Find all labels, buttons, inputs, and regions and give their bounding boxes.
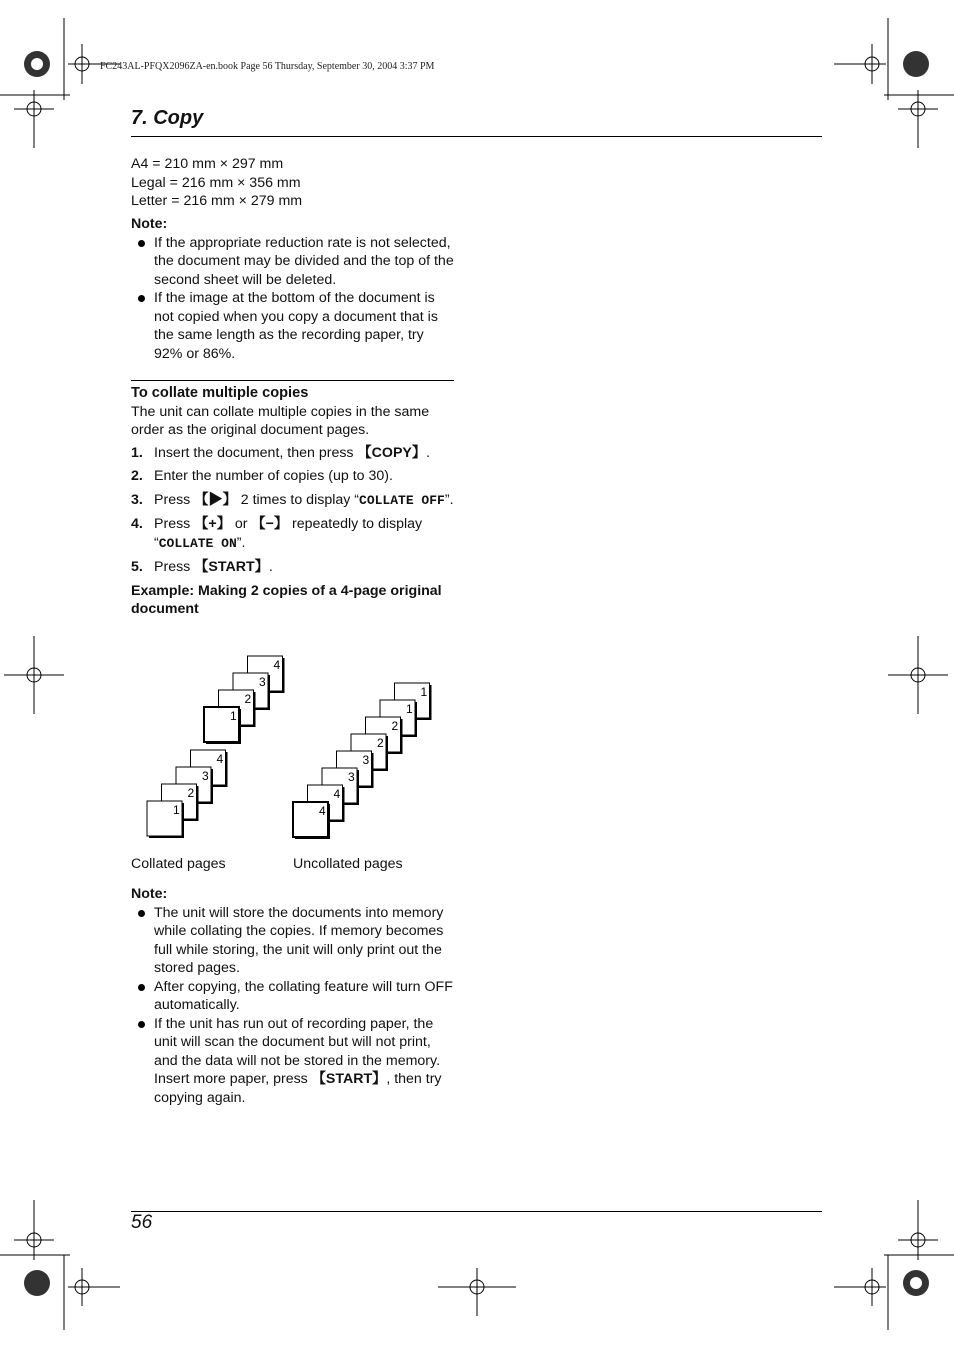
collate-intro: The unit can collate multiple copies in the same order as the original document pages.	[131, 403, 430, 438]
note-block-2	[131, 885, 454, 1107]
collate-section	[131, 384, 454, 619]
note-block-1	[131, 215, 454, 363]
step-item: 2. Enter the number of copies (up to 30).	[131, 468, 393, 484]
page-number-label: 1	[230, 709, 237, 723]
example-heading: Example: Making 2 copies of a 4-page original document	[131, 582, 442, 617]
paper-dimensions	[131, 155, 454, 211]
dimension-letter: Letter = 216 mm × 279 mm	[131, 193, 303, 209]
note-item: The unit will store the documents into memory while collating the copies. If memory becomes full while storing, the unit will only print out the stored pages.	[131, 904, 454, 978]
page-number-label: 4	[333, 787, 341, 801]
note-title: Note:	[131, 886, 168, 902]
bullet-icon	[138, 240, 145, 247]
page-number-label: 2	[391, 719, 399, 733]
display-text: COLLATE OFF	[359, 492, 445, 508]
page-number-label: 4	[273, 658, 281, 672]
bullet-icon	[138, 984, 145, 991]
page-number-label: 1	[406, 702, 413, 716]
page-number-label: 4	[319, 804, 326, 818]
note-title: Note:	[131, 216, 168, 232]
plus-key: 【+】	[194, 516, 231, 532]
start-key: 【START】	[194, 559, 269, 575]
collated-caption: Collated pages	[131, 856, 226, 872]
page-number-label: 3	[202, 769, 209, 783]
step-item: 3. Press 【▶】 2 times to display “COLLATE OFF”.	[131, 491, 454, 508]
footer-divider	[131, 1211, 822, 1212]
step-item: 4. Press 【+】 or 【−】 repeatedly to display “COLLATE ON”.	[131, 516, 423, 551]
starburst-top-right	[903, 51, 929, 77]
bullet-icon	[138, 295, 145, 302]
subsection-heading: To collate multiple copies	[131, 385, 309, 401]
collation-diagram	[131, 648, 454, 848]
step-item: 5. Press 【START】.	[131, 559, 273, 575]
page-number-label: 1	[420, 685, 428, 699]
page-number-label: 3	[259, 675, 266, 689]
bullet-icon	[138, 1021, 145, 1028]
bullet-icon	[138, 910, 145, 917]
page-number: 56	[131, 1212, 153, 1233]
page-number-label: 3	[362, 753, 370, 767]
minus-key: 【−】	[251, 516, 289, 532]
page-sheet	[293, 802, 330, 839]
copy-key: 【COPY】	[357, 444, 427, 461]
start-key: 【START】	[311, 1071, 387, 1087]
note-item: If the image at the bottom of the document is not copied when you copy a document that is the same length as the recording paper, try 92% or 86%.	[131, 289, 454, 363]
uncollated-caption: Uncollated pages	[293, 856, 403, 872]
page-number-label: 2	[244, 692, 252, 706]
note-item: If the unit has run out of recording paper, the unit will scan the document but will not print, and the data will not be stored in the memory. Insert more paper, press 【START】, then try copying again.	[131, 1015, 454, 1108]
page-sheet	[147, 801, 184, 838]
note-item: If the appropriate reduction rate is not selected, the document may be divided and the top of the second sheet will be deleted.	[131, 234, 454, 290]
starburst-bottom-right	[903, 1270, 929, 1296]
step-item: 1. Insert the document, then press 【COPY】.	[131, 444, 431, 461]
note-item: After copying, the collating feature will turn OFF automatically.	[131, 978, 454, 1015]
dimension-legal: Legal = 216 mm × 356 mm	[131, 174, 301, 191]
starburst-top-left	[24, 51, 50, 77]
page-sheet	[204, 707, 241, 744]
page-number-label: 1	[173, 803, 180, 817]
dimension-a4: A4 = 210 mm × 297 mm	[131, 156, 284, 172]
subsection-divider	[131, 380, 454, 381]
right-arrow-key: 【▶】	[194, 491, 237, 508]
title-divider	[131, 136, 822, 137]
page-number-label: 2	[187, 786, 195, 800]
page-number-label: 3	[348, 770, 355, 784]
display-text: COLLATE ON	[158, 535, 237, 551]
page-number-label: 2	[377, 736, 384, 750]
print-file-info: FC243AL-PFQX2096ZA-en.book Page 56 Thursday, September 30, 2004 3:37 PM	[100, 61, 435, 72]
starburst-bottom-left	[24, 1270, 50, 1296]
page-number-label: 4	[216, 752, 224, 766]
section-title: 7. Copy	[131, 107, 204, 129]
